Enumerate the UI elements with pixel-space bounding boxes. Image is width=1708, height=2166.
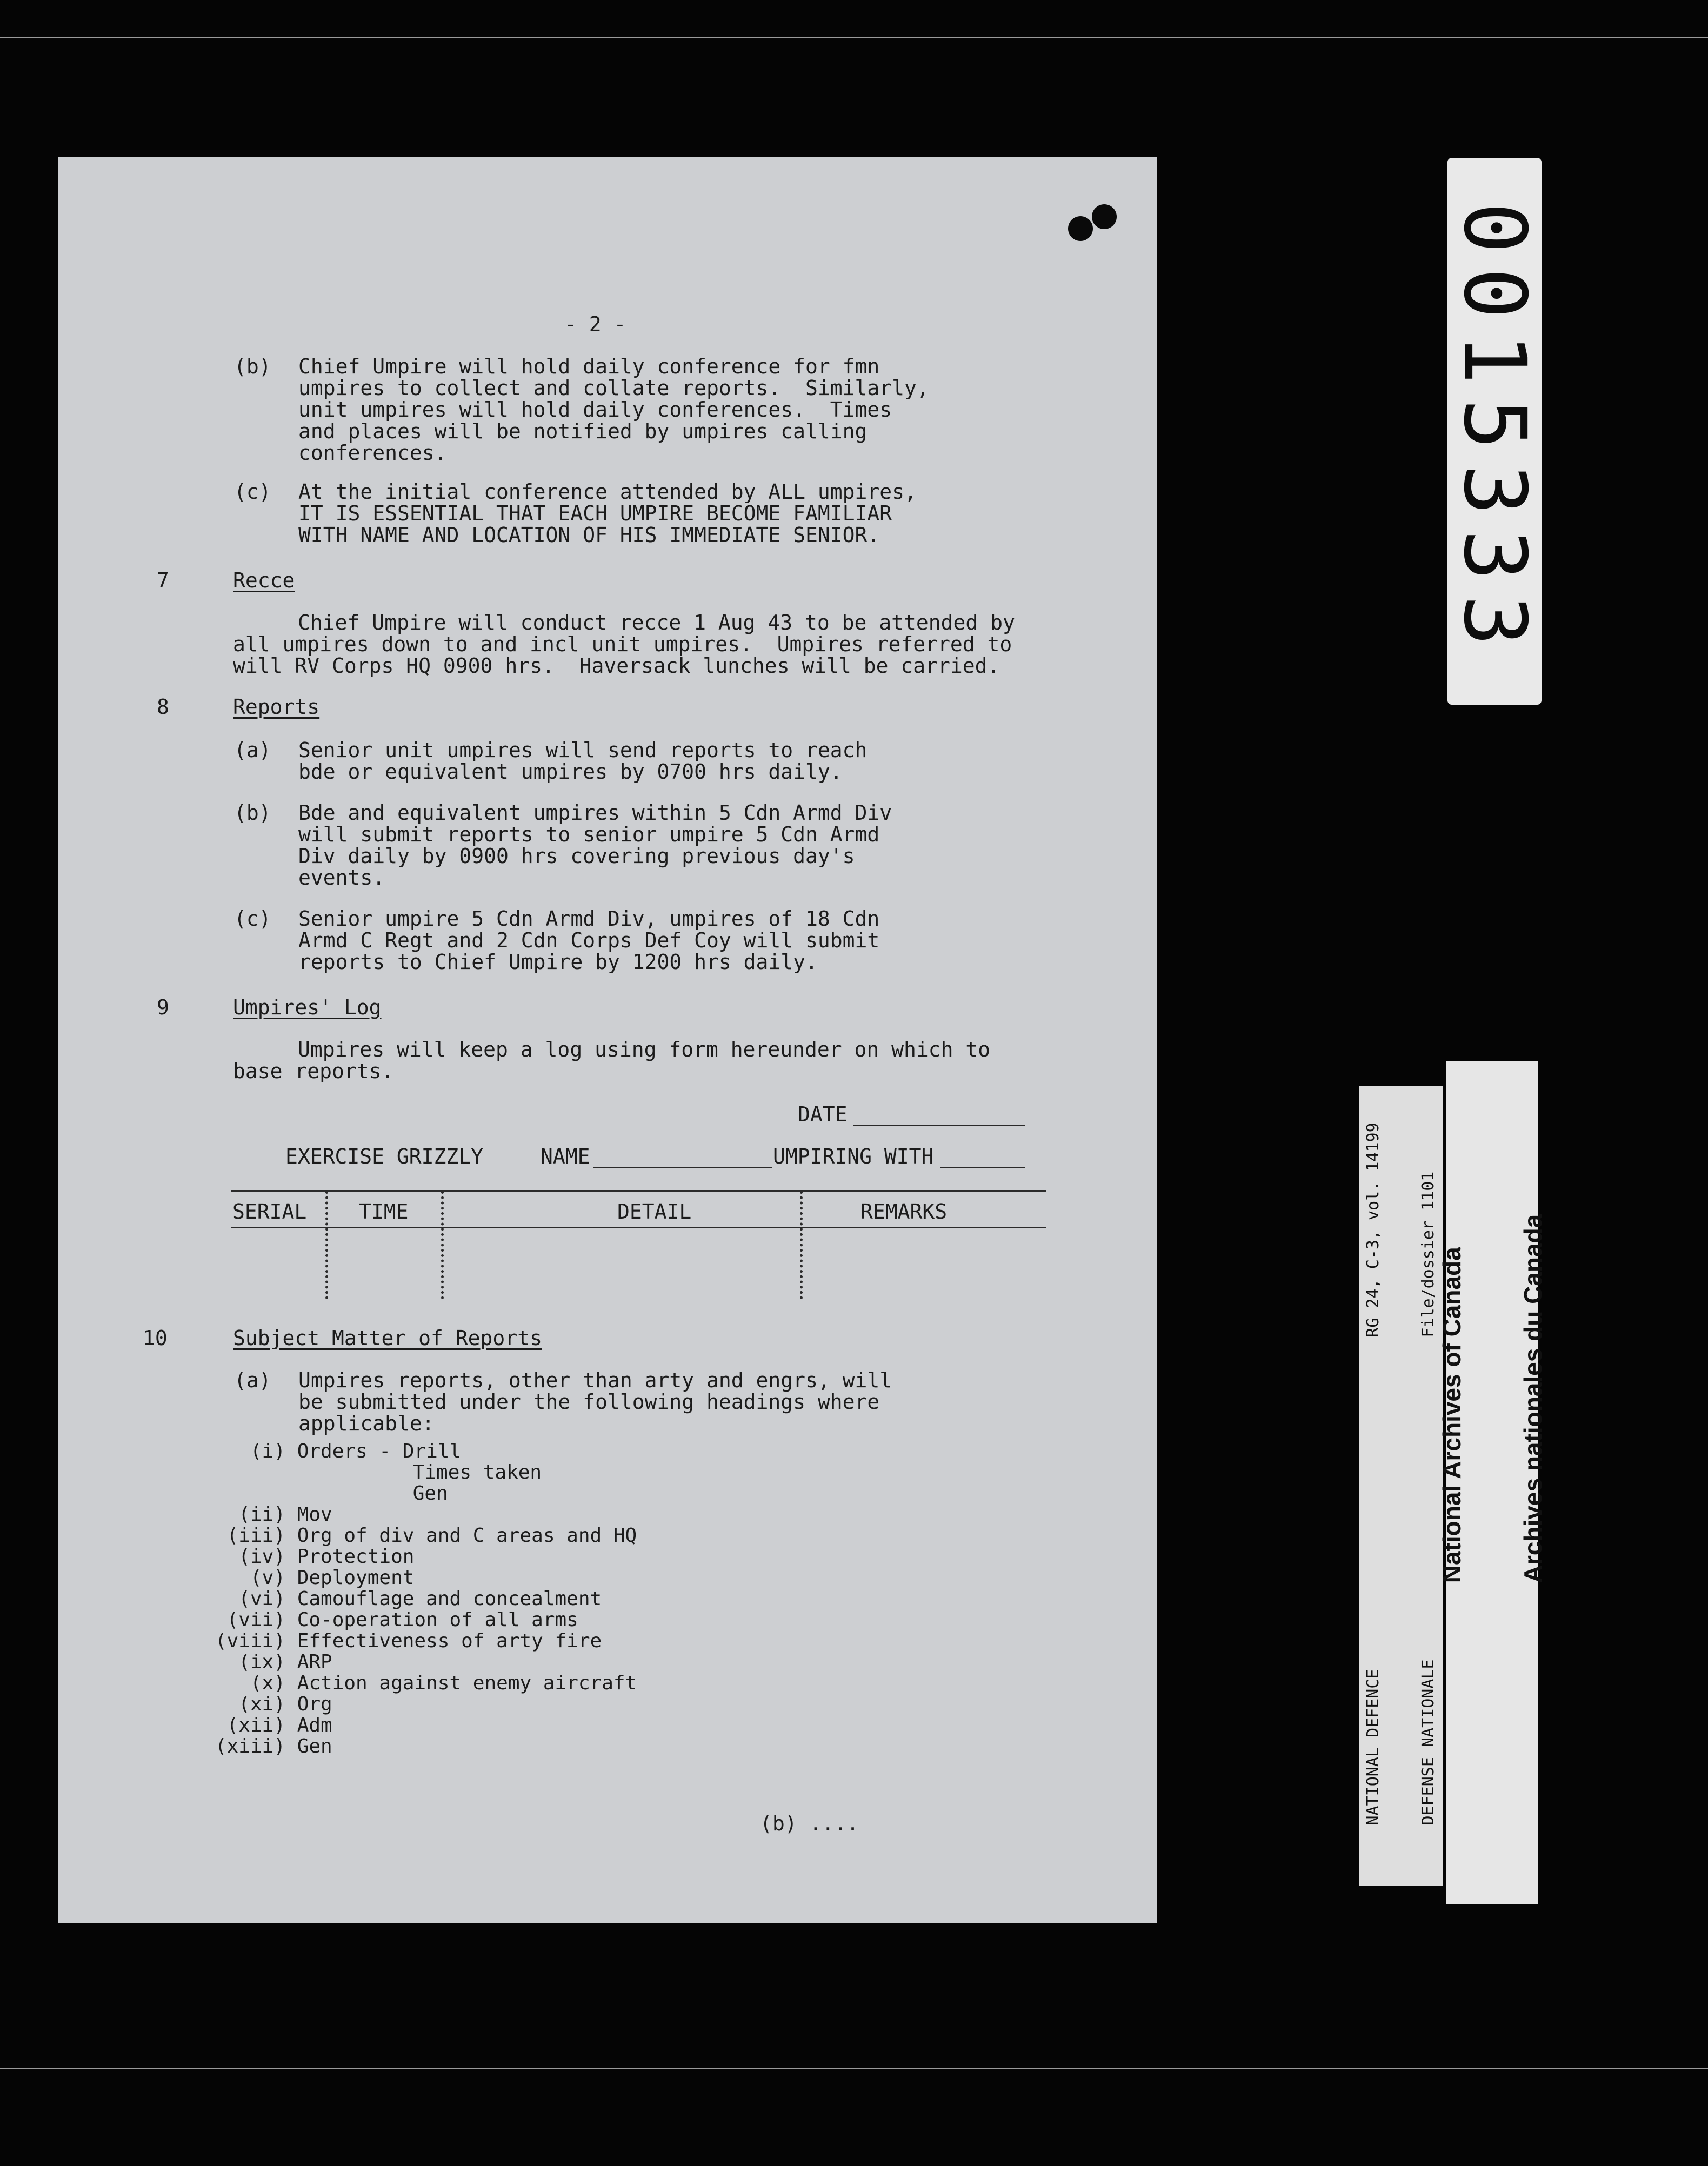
list-item: (vii) Co-operation of all arms (226, 1609, 578, 1631)
item-letter: (a) (234, 1368, 271, 1392)
item-letter: (c) (234, 480, 271, 504)
text-line: Armd C Regt and 2 Cdn Corps Def Coy will submit (298, 928, 880, 952)
list-item: (xiii) Gen (215, 1735, 332, 1757)
list-item: (v) Deployment (250, 1567, 415, 1589)
list-item: (iii) Org of div and C areas and HQ (226, 1525, 637, 1547)
item-letter: (b) (234, 801, 271, 825)
film-top-edge (0, 37, 1708, 38)
column-header-serial: SERIAL (232, 1200, 307, 1224)
paragraph (298, 739, 867, 783)
text-line: umpires to collect and collate reports. Similarly, (298, 376, 929, 400)
archives-name: National Archives of Canada Archives nationales du Canada (1438, 1214, 1547, 1583)
paragraph (233, 1039, 990, 1082)
item-letter: (b) (234, 355, 271, 378)
section-heading: Umpires' Log (233, 995, 382, 1019)
film-bottom-edge (0, 2068, 1708, 2069)
text-line: will submit reports to senior umpire 5 Cdn Armd (298, 823, 880, 846)
umpiring-blank (940, 1167, 1025, 1168)
archives-logo-strip (1438, 1061, 1547, 1904)
list-item: (xi) Org (238, 1693, 332, 1715)
text-line: conferences. (298, 441, 447, 465)
text-line: Bde and equivalent umpires within 5 Cdn Armd Div (298, 801, 892, 825)
text-line: Umpires will keep a log using form hereunder on which to (298, 1038, 991, 1061)
column-header-remarks: REMARKS (860, 1200, 948, 1224)
text-line: base reports. (233, 1059, 394, 1083)
text-line: WITH NAME AND LOCATION OF HIS IMMEDIATE SENIOR. (298, 523, 880, 547)
name-blank (593, 1167, 772, 1168)
punch-hole (1092, 204, 1117, 229)
text-line: unit umpires will hold daily conferences. Times (298, 398, 892, 422)
punch-hole (1068, 216, 1093, 241)
paragraph (233, 612, 1015, 677)
continuation-marker: (b) .... (760, 1811, 859, 1835)
list-item: (viii) Effectiveness of arty fire (215, 1630, 602, 1652)
paragraph (298, 356, 929, 464)
text-line: bde or equivalent umpires by 0700 hrs daily. (298, 760, 843, 784)
section-heading: Reports (233, 695, 320, 719)
text-line: events. (298, 866, 385, 890)
text-line: be submitted under the following headings where (298, 1390, 880, 1414)
item-letter: (a) (234, 738, 271, 762)
column-header-time: TIME (359, 1200, 409, 1224)
date-blank (853, 1125, 1025, 1126)
column-divider (441, 1191, 444, 1299)
text-line: applicable: (298, 1412, 435, 1435)
text-line: Senior unit umpires will send reports to reach (298, 738, 868, 762)
text-line: IT IS ESSENTIAL THAT EACH UMPIRE BECOME FAMILIAR (298, 502, 892, 525)
item-letter: (c) (234, 907, 271, 931)
date-label: DATE (798, 1102, 848, 1126)
list-item: (ix) ARP (238, 1651, 332, 1673)
name-label: NAME (541, 1145, 590, 1168)
list-item: (x) Action against enemy aircraft (250, 1672, 637, 1694)
paragraph (298, 802, 892, 888)
table-header-rule (231, 1227, 1046, 1228)
section-heading: Recce (233, 569, 295, 592)
text-line: At the initial conference attended by ALL umpires, (298, 480, 917, 504)
paragraph (298, 908, 879, 973)
document-page (58, 157, 1157, 1923)
page-number: - 2 - (564, 312, 626, 336)
umpiring-label: UMPIRING WITH (773, 1145, 934, 1168)
archive-reference: RG 24, C-3, vol. 14199 File/dossier 1101 (1364, 1122, 1438, 1338)
list-item: Gen (412, 1482, 448, 1505)
section-heading: Subject Matter of Reports (233, 1326, 542, 1350)
list-item: Times taken (412, 1461, 542, 1483)
column-divider (325, 1191, 328, 1299)
section-number: 8 (157, 695, 169, 719)
frame-number: 0015333 (1445, 202, 1544, 660)
section-number: 7 (157, 569, 169, 592)
list-item: (xii) Adm (226, 1714, 332, 1736)
section-number: 9 (157, 995, 169, 1019)
text-line: Senior umpire 5 Cdn Armd Div, umpires of 18 Cdn (298, 907, 880, 931)
text-line: and places will be notified by umpires calling (298, 419, 868, 443)
list-item: (vi) Camouflage and concealment (238, 1588, 602, 1610)
text-line: Chief Umpire will hold daily conference for fmn (298, 355, 880, 378)
department-label: NATIONAL DEFENCE DEFENSE NATIONALE (1364, 1659, 1438, 1826)
section-number: 10 (143, 1326, 168, 1350)
text-line: Div daily by 0900 hrs covering previous day's (298, 844, 855, 868)
column-divider (800, 1191, 803, 1299)
list-item: (i) Orders - Drill (250, 1440, 462, 1462)
text-line: Chief Umpire will conduct recce 1 Aug 43 to be attended by (298, 611, 1015, 634)
list-item: (ii) Mov (238, 1503, 332, 1526)
paragraph (298, 1369, 892, 1434)
text-line: reports to Chief Umpire by 1200 hrs daily. (298, 950, 818, 974)
text-line: all umpires down to and incl unit umpires. Umpires referred to (233, 632, 1012, 656)
text-line: will RV Corps HQ 0900 hrs. Haversack lunches will be carried. (233, 654, 1000, 678)
headings-list (194, 1441, 637, 1757)
frame-number-strip (1447, 158, 1542, 705)
text-line: Umpires reports, other than arty and engrs, will (298, 1368, 892, 1392)
paragraph (298, 481, 917, 546)
list-item: (iv) Protection (238, 1546, 415, 1568)
exercise-name: EXERCISE GRIZZLY (285, 1145, 484, 1168)
column-header-detail: DETAIL (617, 1200, 692, 1224)
table-top-rule (231, 1190, 1046, 1192)
